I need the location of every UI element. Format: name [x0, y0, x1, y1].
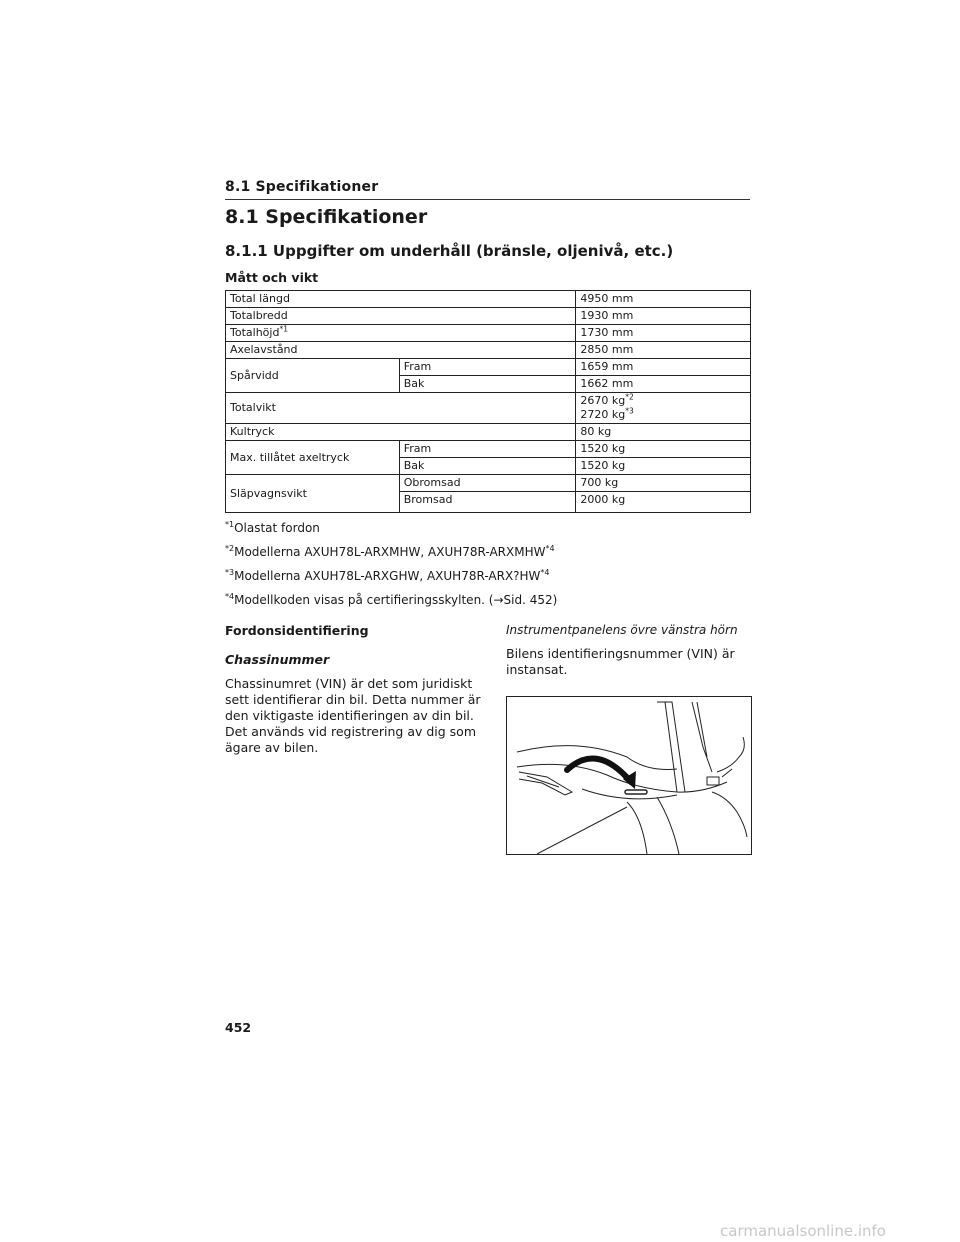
- footnote-1: $^{*1}$Olastat fordon: [225, 520, 320, 535]
- table-row: [226, 441, 751, 458]
- table-row: [226, 342, 751, 359]
- page-number: 452: [225, 1020, 252, 1035]
- track-label: Spårvidd: [226, 359, 400, 393]
- total-weight-values: [576, 393, 751, 424]
- axle-front-label: Fram: [399, 441, 576, 458]
- table-heading: Mått och vikt: [225, 270, 319, 285]
- total-length-label: Total längd: [226, 291, 576, 308]
- trailer-braked-label: Bromsad: [399, 492, 576, 513]
- axle-load-label: Max. tillåtet axeltryck: [226, 441, 400, 475]
- track-front-value: 1659 mm: [576, 359, 751, 376]
- wheelbase-value: 2850 mm: [576, 342, 751, 359]
- track-front-label: Fram: [399, 359, 576, 376]
- vin-body: Bilens identifieringsnummer (VIN) är instansat.: [506, 646, 735, 677]
- table-row: [226, 308, 751, 325]
- footnote-4: $^{*4}$Modellkoden visas på certifieringsskylten. (→Sid. 452): [225, 592, 558, 607]
- dashboard-illustration: [506, 696, 752, 855]
- footnote-ref: *1: [279, 324, 288, 334]
- table-row: [226, 393, 751, 424]
- figure-caption: Instrumentpanelens övre vänstra hörn: [506, 623, 738, 637]
- ball-pressure-value: 80 kg: [576, 424, 751, 441]
- axle-rear-label: Bak: [399, 458, 576, 475]
- total-height-label: Totalhöjd: [230, 326, 280, 339]
- total-width-value: 1930 mm: [576, 308, 751, 325]
- axle-front-value: 1520 kg: [576, 441, 751, 458]
- footnote-2: $^{*2}$Modellerna AXUH78L-ARXMHW, AXUH78R-ARXMHW$^{*4}$: [225, 544, 555, 559]
- ball-pressure-label: Kultryck: [226, 424, 576, 441]
- running-header: 8.1 Specifikationer: [225, 179, 379, 195]
- table-row: [226, 325, 751, 342]
- total-weight-label: Totalvikt: [226, 393, 576, 424]
- spec-table: [225, 290, 751, 513]
- watermark-text: carmanualsonline.info: [720, 1222, 886, 1240]
- wheelbase-label: Axelavstånd: [226, 342, 576, 359]
- trailer-label: Släpvagnsvikt: [226, 475, 400, 513]
- total-height-cell: [226, 325, 576, 342]
- total-height-value: 1730 mm: [576, 325, 751, 342]
- trailer-unbraked-value: 700 kg: [576, 475, 751, 492]
- table-row: [226, 475, 751, 492]
- total-weight-value-2: 2720 kg: [580, 408, 626, 421]
- footnote-ref: *2: [625, 392, 634, 402]
- footnote-ref: *3: [625, 406, 634, 416]
- table-row: [226, 359, 751, 376]
- vehicle-id-heading: Fordonsidentifiering: [225, 623, 369, 638]
- total-length-value: 4950 mm: [576, 291, 751, 308]
- track-rear-label: Bak: [399, 376, 576, 393]
- chassis-number-heading: Chassinummer: [225, 652, 330, 667]
- trailer-braked-value: 2000 kg: [576, 492, 751, 513]
- section-title: 8.1 Specifikationer: [225, 206, 428, 228]
- table-row: [226, 291, 751, 308]
- chassis-body: Chassinumret (VIN) är det som juridiskt sett identifierar din bil. Detta nummer är den viktigaste identifieringen av din bil. Det används vid registrering av dig som ägare av bilen.: [225, 676, 481, 755]
- axle-rear-value: 1520 kg: [576, 458, 751, 475]
- track-rear-value: 1662 mm: [576, 376, 751, 393]
- total-width-label: Totalbredd: [226, 308, 576, 325]
- section-subtitle: 8.1.1 Uppgifter om underhåll (bränsle, oljenivå, etc.): [225, 242, 674, 260]
- footnote-3: $^{*3}$Modellerna AXUH78L-ARXGHW, AXUH78R-ARX?HW$^{*4}$: [225, 568, 550, 583]
- header-rule: [225, 199, 750, 200]
- trailer-unbraked-label: Obromsad: [399, 475, 576, 492]
- table-row: [226, 424, 751, 441]
- total-weight-value-1: 2670 kg: [580, 394, 626, 407]
- dashboard-line-drawing: [507, 697, 751, 854]
